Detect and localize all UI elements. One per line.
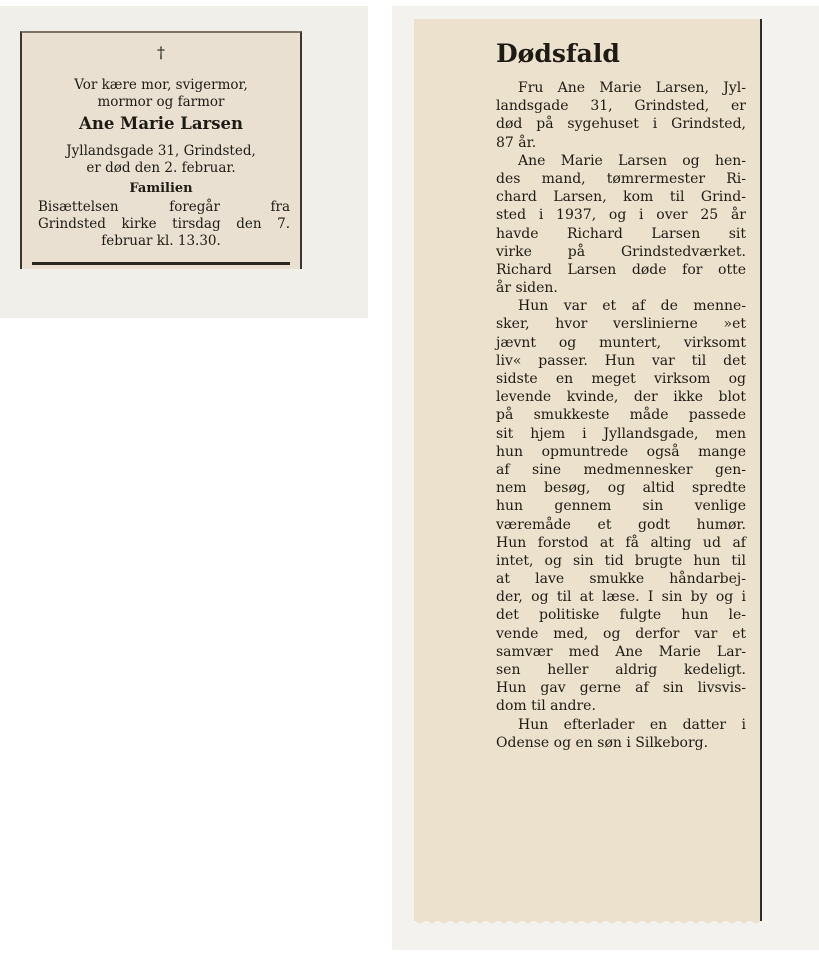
article-line: det politiske fulgte hun le- xyxy=(496,607,746,624)
notice-address: Jyllandsgade 31, Grindsted, xyxy=(66,143,256,159)
article-line: Fru Ane Marie Larsen, Jyl- xyxy=(518,80,746,96)
notice-bottom-rule xyxy=(32,262,290,265)
article-line: hun gennem sin venlige xyxy=(496,498,746,515)
scan-edge-top xyxy=(0,0,819,6)
article-line: virke på Grindstedværket. xyxy=(496,243,746,260)
article-line: Hun forstod at få alting ud af xyxy=(496,534,746,551)
article-line: jævnt og muntert, virksomt xyxy=(496,334,746,351)
article-line: sted i 1937, og i over 25 år xyxy=(496,207,746,224)
notice-line-2: mormor og farmor xyxy=(97,94,225,110)
article-line: Hun gav gerne af sin livsvis- xyxy=(496,680,746,697)
article-line: des mand, tømrermester Ri- xyxy=(496,170,746,187)
article-line: landsgade 31, Grindsted, er xyxy=(496,98,746,115)
article-line: havde Richard Larsen sit xyxy=(496,225,746,242)
article-line: væremåde et godt humør. xyxy=(496,516,746,533)
article-line: på smukkeste måde passede xyxy=(496,407,746,424)
article-line: levende kvinde, der ikke blot xyxy=(496,389,746,406)
article-line: år siden. xyxy=(496,280,558,297)
article-line: af sine medmennesker gen- xyxy=(496,461,746,478)
notice-date-of-death: er død den 2. februar. xyxy=(86,160,236,176)
article-line: nem besøg, og altid spredte xyxy=(496,480,746,497)
article-line: samvær med Ane Marie Lar- xyxy=(496,643,746,660)
notice-signature: Familien xyxy=(129,181,193,196)
article-line: liv« passer. Hun var til det xyxy=(496,352,746,369)
article-line: sidste en meget virksom og xyxy=(496,371,746,387)
obituary-article-clipping xyxy=(414,19,762,921)
notice-funeral-line-1: Bisættelsen foregår fra xyxy=(38,199,290,215)
article-line: vende med, og derfor var et xyxy=(496,625,746,642)
torn-edge xyxy=(414,919,760,927)
article-line: Richard Larsen døde for otte xyxy=(496,261,746,278)
notice-funeral-line-2: Grindsted kirke tirsdag den 7. xyxy=(38,216,290,232)
article-line: dom til andre. xyxy=(496,698,596,715)
article-line: Hun efterlader en datter i xyxy=(518,716,746,733)
scan-edge-bottom xyxy=(0,950,819,959)
article-line: 87 år. xyxy=(496,134,537,151)
article-line: sit hjem i Jyllandsgade, men xyxy=(496,425,746,442)
article-line: der, og til at læse. I sin by og i xyxy=(496,589,746,606)
article-body xyxy=(496,79,746,752)
article-line: at lave smukke håndarbej- xyxy=(496,571,746,588)
article-line: Ane Marie Larsen og hen- xyxy=(518,152,746,169)
article-line: Odense og en søn i Silkeborg. xyxy=(496,734,709,751)
article-headline: Dødsfald xyxy=(496,39,620,68)
notice-deceased-name: Ane Marie Larsen xyxy=(79,114,243,133)
notice-funeral-line-3: februar kl. 13.30. xyxy=(101,233,221,249)
article-line: sen heller aldrig kedeligt. xyxy=(496,662,746,678)
article-line: intet, og sin tid brugte hun til xyxy=(496,552,746,569)
cross-icon: † xyxy=(157,43,165,62)
article-line: hun opmuntrede også mange xyxy=(496,443,746,460)
article-line: Hun var et af de menne- xyxy=(518,298,746,315)
article-line: sker, hvor verslinierne »et xyxy=(496,316,746,333)
article-line: chard Larsen, kom til Grind- xyxy=(496,189,746,206)
death-notice-clipping xyxy=(20,31,302,269)
notice-line-1: Vor kære mor, svigermor, xyxy=(74,77,248,93)
article-line: død på sygehuset i Grindsted, xyxy=(496,116,746,133)
